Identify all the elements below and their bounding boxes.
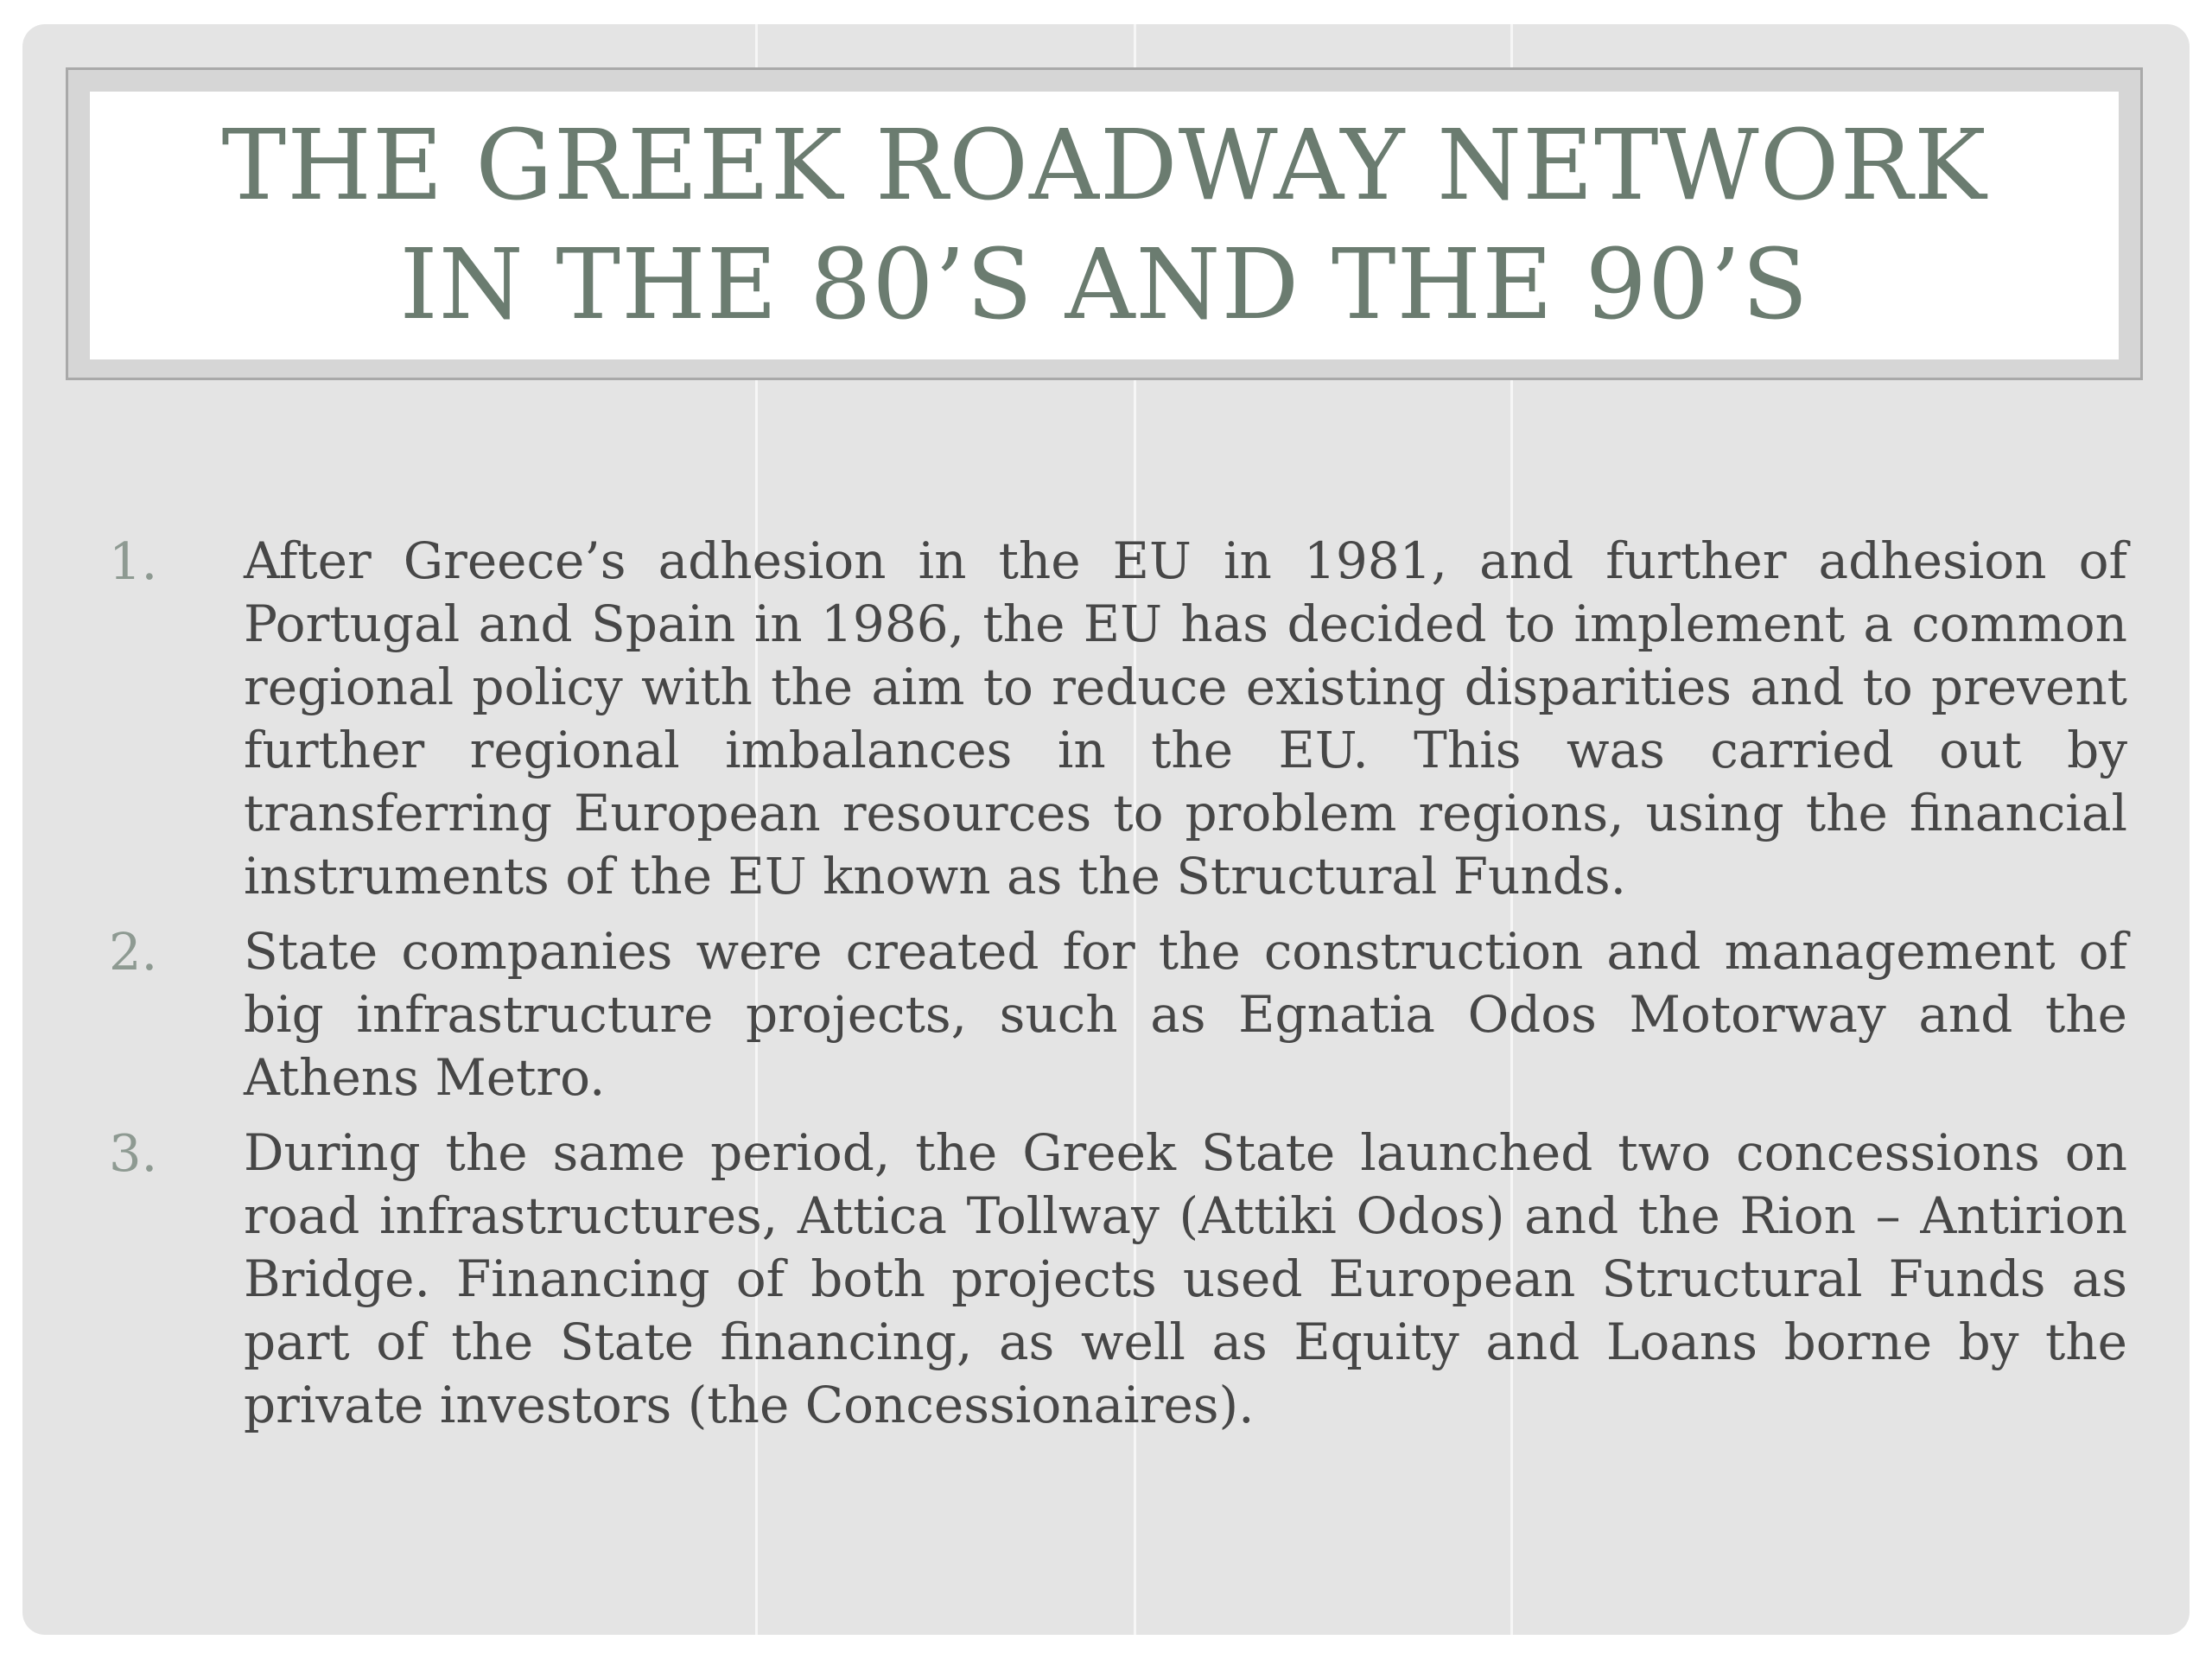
list-item <box>109 1122 2127 1437</box>
slide-title <box>222 106 1987 345</box>
list-item-number: 3. <box>109 1123 158 1183</box>
slide <box>22 24 2190 1635</box>
title-box <box>90 92 2119 359</box>
list-item <box>109 530 2127 908</box>
list-item-text: During the same period, the Greek State launched two concessions on road infrastructures, Attica Tollway (Attiki Odos) and the Rion – Antirion Bridge. Financing of both projects used European Structural Funds as part of the State financing, as well as Equity and Loans borne by the private investors (the Concessionaires). <box>244 1123 2127 1434</box>
list-item-number: 1. <box>109 531 158 591</box>
list-item-text: After Greece’s adhesion in the EU in 1981, and further adhesion of Portugal and Spain in 1986, the EU has decided to implement a common regional policy with the aim to reduce existing disparities and to prevent further regional imbalances in the EU. This was carried out by transferring European resources to problem regions, using the financial instruments of the EU known as the Structural Funds. <box>244 531 2127 906</box>
list-item-number: 2. <box>109 922 158 982</box>
title-line-2: IN THE 80’S AND THE 90’S <box>399 229 1809 341</box>
title-line-1: THE GREEK ROADWAY NETWORK <box>221 110 1987 222</box>
list-item <box>109 920 2127 1109</box>
list-item-text: State companies were created for the construction and management of big infrastructure projects, such as Egnatia Odos Motorway and the Athens Metro. <box>244 922 2127 1107</box>
numbered-list <box>109 530 2127 1449</box>
